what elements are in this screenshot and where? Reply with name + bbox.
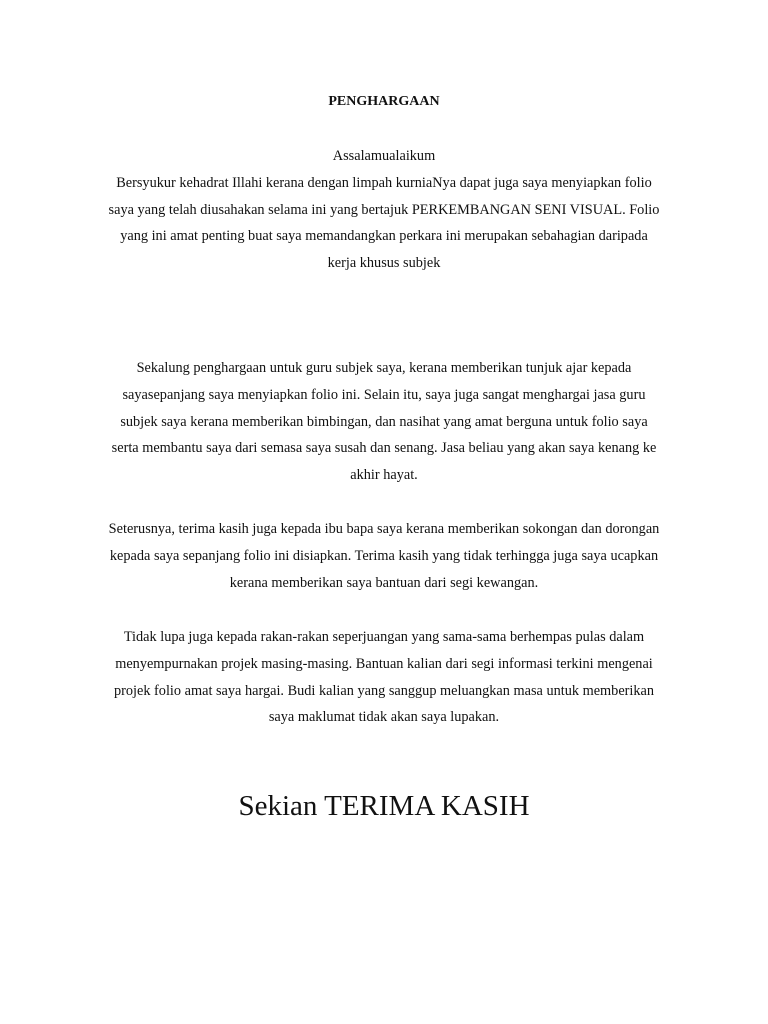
paragraph-line: Bersyukur kehadrat Illahi kerana dengan limpah kurniaNya dapat juga saya menyiapkan folio bbox=[116, 174, 652, 191]
paragraph-line: Tidak lupa juga kepada rakan-rakan seperjuangan yang sama-sama berhempas pulas dalam bbox=[123, 629, 645, 645]
paragraph-line: akhir hayat. bbox=[350, 467, 418, 484]
paragraph-line: saya yang telah diusahakan selama ini yang bertajuk PERKEMBANGAN SENI VISUAL. Folio bbox=[108, 201, 660, 218]
paragraph-line: sayasepanjang saya menyiapkan folio ini. Selain itu, saya juga sangat menghargai jasa guru bbox=[122, 386, 646, 403]
paragraph-line: Assalamualaikum bbox=[332, 148, 436, 164]
paragraph-line: projek folio amat saya hargai. Budi kalian yang sanggup meluangkan masa untuk memberikan bbox=[113, 682, 655, 699]
paragraph-line: kerana memberikan saya bantuan dari segi kewangan. bbox=[229, 574, 539, 591]
paragraph-parents bbox=[80, 516, 688, 596]
paragraph-line: subjek saya kerana memberikan bimbingan, dan nasihat yang amat berguna untuk folio saya bbox=[120, 413, 648, 430]
paragraph-line: serta membantu saya dari semasa saya susah dan senang. Jasa beliau yang akan saya kenang ke bbox=[111, 440, 657, 457]
paragraph-line: kepada saya sepanjang folio ini disiapkan. Terima kasih yang tidak terhingga juga saya ucapkan bbox=[109, 547, 659, 564]
paragraph-greeting bbox=[80, 143, 688, 277]
page-title: PENGHARGAAN bbox=[328, 94, 440, 109]
paragraph-line: yang ini amat penting buat saya memandangkan perkara ini merupakan sebahagian daripada bbox=[120, 228, 648, 245]
paragraph-line: menyempurnakan projek masing-masing. Bantuan kalian dari segi informasi terkini mengenai bbox=[115, 655, 653, 672]
paragraph-line: Sekalung penghargaan untuk guru subjek saya, kerana memberikan tunjuk ajar kepada bbox=[136, 360, 632, 376]
closing-text: Sekian TERIMA KASIH bbox=[238, 790, 530, 822]
paragraph-line: Seterusnya, terima kasih juga kepada ibu bapa saya kerana memberikan sokongan dan dorongan bbox=[108, 521, 660, 537]
paragraph-line: kerja khusus subjek bbox=[327, 255, 441, 272]
paragraph-friends bbox=[80, 624, 688, 731]
paragraph-line: saya maklumat tidak akan saya lupakan. bbox=[268, 709, 500, 726]
paragraph-teacher bbox=[80, 355, 688, 489]
